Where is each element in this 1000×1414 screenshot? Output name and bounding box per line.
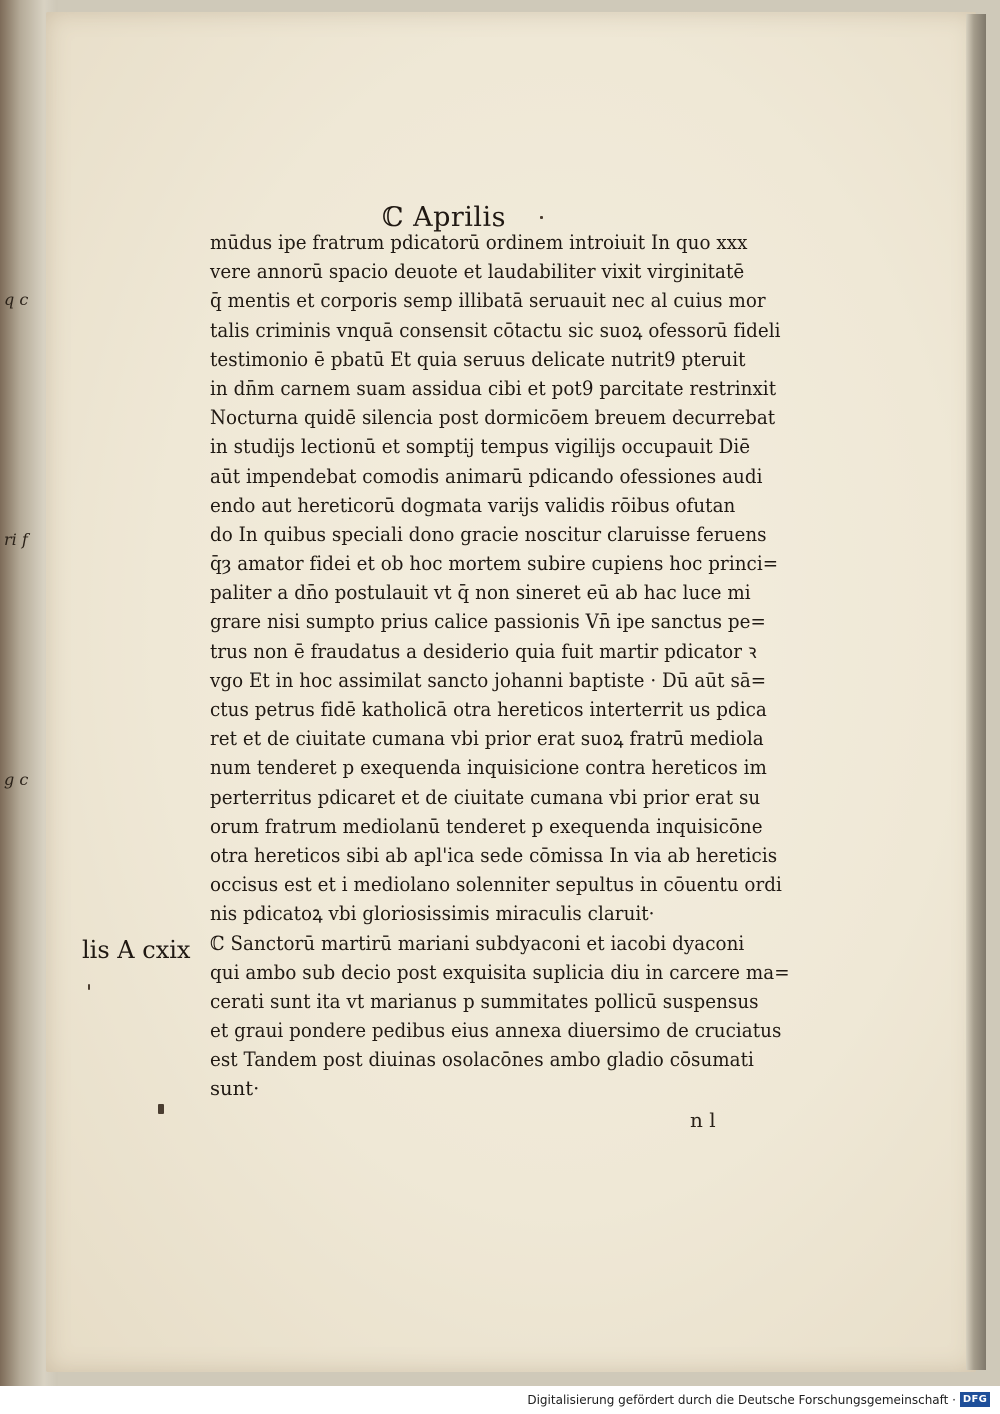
text-line: trus non ē fraudatus a desiderio quia fuit martir pdicator ꝛ — [210, 639, 757, 663]
text-line: num tenderet p exequenda inquisicione contra hereticos im — [210, 756, 767, 780]
text-line: otra hereticos sibi ab apl'ica sede cōmissa In via ab hereticis — [210, 843, 778, 867]
text-line: endo aut hereticorū dogmata varijs validis rōibus ofutan — [210, 493, 736, 517]
text-line: do In quibus speciali dono gracie noscitur claruisse feruens — [210, 522, 767, 546]
text-line: q̄ȝ amator fidei et ob hoc mortem subire cupiens hoc princi= — [210, 552, 779, 576]
dfg-logo: DFG — [960, 1392, 990, 1407]
facing-page-fragment: g c — [4, 770, 29, 789]
footer-credit: Digitalisierung gefördert durch die Deutsche Forschungsgemeinschaft · — [527, 1393, 956, 1407]
text-line: ℂ Sanctorū martirū mariani subdyaconi et iacobi dyaconi — [210, 931, 745, 955]
text-line: qui ambo sub decio post exquisita suplicia diu in carcere ma= — [210, 960, 790, 984]
facing-page-fragment: q c — [4, 290, 29, 309]
signature-mark: n l — [690, 1108, 716, 1132]
text-line: paliter a dn̄o postulauit vt q̄ non sineret eū ab hac luce mi — [210, 581, 751, 605]
text-line: Nocturna quidē silencia post dormicōem breuem decurrebat — [210, 406, 776, 430]
text-line: cerati sunt ita vt marianus p summitates pollicū suspensus — [210, 989, 759, 1013]
text-line: vgo Et in hoc assimilat sancto johanni baptiste · Dū aūt sā= — [210, 668, 767, 692]
text-line: vere annorū spacio deuote et laudabiliter vixit virginitatē — [210, 260, 745, 284]
text-line: aūt impendebat comodis animarū pdicando ofessiones audi — [210, 464, 763, 488]
text-line: orum fratrum mediolanū tenderet p exequenda inquisicōne — [210, 814, 763, 838]
text-line: testimonio ē pbatū Et quia seruus delicate nutrit9 pteruit — [210, 347, 746, 371]
text-line: est Tandem post diuinas osolacōnes ambo gladio cōsumati — [210, 1048, 754, 1072]
text-line: perterritus pdicaret et de ciuitate cumana vbi prior erat su — [210, 785, 761, 809]
main-text-block — [210, 228, 850, 1104]
page-header-aprilis: ℂ Aprilis — [382, 202, 507, 233]
text-line: ctus petrus fidē katholicā otra hereticos interterrit us pdica — [210, 698, 767, 721]
text-line: sunt· — [210, 1077, 260, 1101]
text-line: et graui pondere pedibus eius annexa diuersimo de cruciatus — [210, 1019, 782, 1043]
text-line: mūdus ipe fratrum pdicatorū ordinem introiuit In quo xxx — [210, 231, 748, 254]
text-line: talis criminis vnquā consensit cōtactu sic suoꝝ ofessorū fideli — [210, 318, 781, 342]
text-line: ret et de ciuitate cumana vbi prior erat suoꝝ fratrū mediola — [210, 727, 764, 751]
text-line: occisus est et i mediolano solenniter sepultus in cōuentu ordi — [210, 873, 782, 897]
page-edge-stack — [966, 14, 986, 1370]
facing-page-fragment: ri f — [4, 530, 28, 549]
text-line: q̄ mentis et corporis semp illibatā seruauit nec al cuius mor — [210, 289, 766, 313]
text-line: nis pdicatoꝝ vbi gloriosissimis miraculis claruit· — [210, 902, 655, 926]
text-line: in studijs lectionū et somptij tempus vigilijs occupauit Diē — [210, 435, 751, 459]
text-line: grare nisi sumpto prius calice passionis Vn̄ ipe sanctus pe= — [210, 610, 766, 634]
text-line: in dn̄m carnem suam assidua cibi et pot9 parcitate restrinxit — [210, 376, 777, 400]
margin-sidenote-date: lis A cxix — [82, 936, 191, 964]
